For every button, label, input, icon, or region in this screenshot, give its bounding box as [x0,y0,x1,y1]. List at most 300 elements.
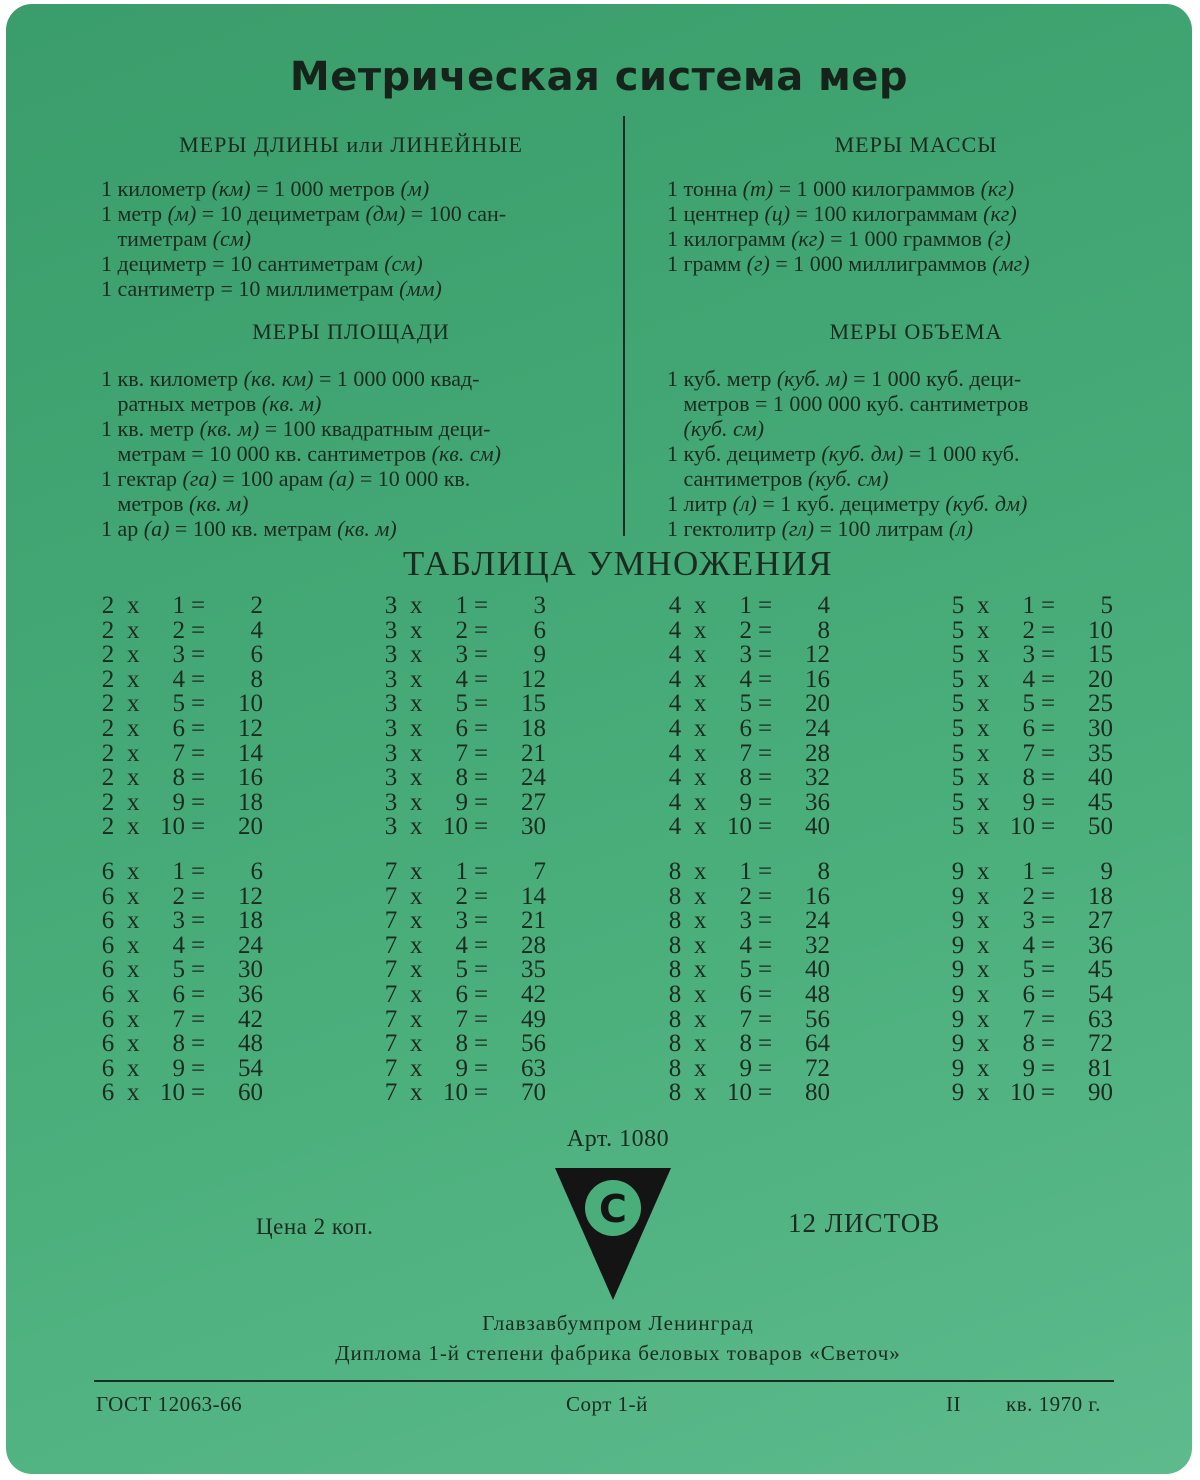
unit-text: 1 килограмм [667,226,792,251]
product: 15 [1088,641,1113,669]
multiplicand: 3 [384,641,398,669]
unit-abbreviation: (куб. см) [807,466,889,491]
multiplier: 1 [1022,592,1035,619]
multiplicand: 4 [668,739,682,767]
unit-text: 1 грамм [667,251,747,276]
unit-text: сантиметров [667,466,808,491]
times-sign: x [977,931,990,959]
unit-text: 1 сантиметр = 10 миллиметрам [101,276,400,301]
unit-line [667,366,1029,391]
unit-abbreviation: (куб. дм) [945,491,1028,516]
product: 64 [805,1030,830,1058]
equals-sign: = [191,882,206,910]
product: 30 [1088,714,1113,742]
unit-abbreviation: (см) [384,251,423,276]
multiplier: 9 [455,1054,468,1082]
unit-abbreviation: (г) [987,226,1011,251]
times-sign: x [694,641,707,669]
unit-text: 1 километр [101,176,212,201]
equals-sign: = [1041,931,1056,959]
product: 60 [238,1079,263,1107]
multiplicand: 5 [951,813,965,841]
times-sign: x [977,907,990,935]
multiplicand: 6 [101,882,115,910]
times-sign: x [977,1054,990,1082]
unit-text: 1 дециметр = 10 сантиметрам [101,251,385,276]
times-sign: x [410,764,423,792]
product: 16 [805,665,830,693]
product: 21 [521,907,546,935]
multiplicand: 2 [101,592,115,619]
equals-sign: = [1041,980,1056,1008]
unit-text: ратных метров [101,391,262,416]
multiplicand: 4 [668,641,682,669]
unit-abbreviation: (м) [400,176,430,201]
times-sign: x [977,1005,990,1033]
product: 27 [521,788,546,816]
unit-abbreviation: (кг) [980,176,1015,201]
multiplier: 5 [172,956,185,984]
unit-line [667,416,1029,441]
unit-abbreviation: (гл) [781,516,815,541]
product: 36 [1088,931,1113,959]
multiplicand: 7 [384,1054,398,1082]
product: 8 [250,665,263,693]
multiplier: 4 [172,665,185,693]
equals-sign: = [191,714,206,742]
product: 20 [1088,665,1113,693]
product: 24 [238,931,263,959]
multiplicand: 7 [384,907,398,935]
times-sign: x [977,690,990,718]
product: 81 [1088,1054,1113,1082]
multiplier: 3 [739,641,752,669]
equals-sign: = [1041,788,1056,816]
multiplicand: 2 [101,739,115,767]
multiplier: 4 [455,665,468,693]
times-sign: x [977,739,990,767]
unit-line [101,466,501,491]
equals-sign: = [1041,1005,1056,1033]
multiplicand: 6 [101,858,115,885]
equals-sign: = [191,1005,206,1033]
unit-text: 1 кв. метр [101,416,200,441]
multiplicand: 7 [384,858,398,885]
times-sign: x [694,980,707,1008]
times-sign: x [410,1030,423,1058]
unit-text: = 1 куб. дециметру [756,491,946,516]
multiplicand: 5 [951,690,965,718]
times-sign: x [977,665,990,693]
unit-text: 1 гектолитр [667,516,782,541]
times-sign: x [410,616,423,644]
multiplier: 3 [455,907,468,935]
quality-mark-icon [551,1164,675,1304]
unit-line [667,466,1029,491]
product: 40 [805,956,830,984]
product: 48 [805,980,830,1008]
times-sign: x [694,616,707,644]
unit-abbreviation: (г) [746,251,770,276]
equals-sign: = [758,813,773,841]
multiplier: 10 [727,1079,752,1107]
unit-abbreviation: (л) [948,516,974,541]
times-sign: x [127,1005,140,1033]
product: 24 [805,907,830,935]
unit-text: = 1 000 метров [250,176,401,201]
times-sign: x [410,858,423,885]
product: 90 [1088,1079,1113,1107]
multiplicand: 8 [668,956,682,984]
multiplicand: 4 [668,616,682,644]
times-sign: x [127,665,140,693]
equals-sign: = [474,858,489,885]
length-heading: МЕРЫ ДЛИНЫ или ЛИНЕЙНЫЕ [179,132,523,157]
multiplier: 1 [455,858,468,885]
multiplier: 8 [739,764,752,792]
multiplier: 4 [172,931,185,959]
equals-sign: = [1041,764,1056,792]
multiplier: 4 [1022,931,1035,959]
unit-abbreviation: (мг) [992,251,1030,276]
product: 7 [533,858,546,885]
product: 12 [238,714,263,742]
equals-sign: = [758,592,773,619]
unit-line [101,491,501,516]
multiplier: 9 [1022,1054,1035,1082]
multiplier: 10 [160,1079,185,1107]
multiplicand: 6 [101,980,115,1008]
multiplicand: 4 [668,813,682,841]
multiplier: 9 [172,1054,185,1082]
times-sign: x [127,907,140,935]
times-sign: x [977,1079,990,1107]
unit-text: метров = 1 000 000 куб. сантиметров [667,391,1029,416]
product: 32 [805,764,830,792]
times-sign: x [694,1079,707,1107]
equals-sign: = [1041,714,1056,742]
unit-line [101,251,506,276]
product: 45 [1088,788,1113,816]
multiplicand: 8 [668,1054,682,1082]
equals-sign: = [474,739,489,767]
grade-label: Сорт 1-й [566,1392,648,1416]
times-sign: x [410,714,423,742]
multiplier: 6 [1022,714,1035,742]
unit-line [667,251,1030,276]
length-list [101,176,506,301]
multiplier: 5 [739,956,752,984]
multiplier: 6 [455,980,468,1008]
product: 4 [250,616,263,644]
product: 14 [521,882,546,910]
multiplier: 2 [172,616,185,644]
equals-sign: = [758,788,773,816]
multiplicand: 5 [951,714,965,742]
multiplier: 6 [172,714,185,742]
multiplicand: 5 [951,739,965,767]
mass-list [667,176,1030,276]
times-sign: x [694,907,707,935]
unit-line [101,201,506,226]
times-sign: x [127,764,140,792]
product: 50 [1088,813,1113,841]
product: 35 [521,956,546,984]
product: 18 [1088,882,1113,910]
equals-sign: = [474,882,489,910]
multiplicand: 3 [384,764,398,792]
multiplier: 6 [739,714,752,742]
multiplier: 1 [739,858,752,885]
unit-text: 1 литр [667,491,733,516]
multiplier: 3 [172,907,185,935]
unit-text: метров [101,491,189,516]
equals-sign: = [474,931,489,959]
product: 49 [521,1005,546,1033]
equals-sign: = [191,641,206,669]
product: 27 [1088,907,1113,935]
multiplicand: 8 [668,1030,682,1058]
unit-line [101,226,506,251]
multiplier: 10 [160,813,185,841]
multiplicand: 6 [101,1079,115,1107]
equals-sign: = [758,616,773,644]
unit-text: = 100 арам [216,466,329,491]
times-sign: x [127,858,140,885]
product: 36 [805,788,830,816]
unit-abbreviation: (дм) [365,201,406,226]
equals-sign: = [474,1079,489,1107]
unit-abbreviation: (га) [182,466,217,491]
equals-sign: = [474,813,489,841]
times-sign: x [694,813,707,841]
multiplicand: 8 [668,882,682,910]
equals-sign: = [474,592,489,619]
equals-sign: = [191,739,206,767]
multiplicand: 2 [101,714,115,742]
equals-sign: = [474,764,489,792]
multiplicand: 4 [668,690,682,718]
multiplier: 8 [1022,764,1035,792]
gost-label: ГОСТ 12063-66 [96,1392,243,1416]
unit-text: 1 кв. километр [101,366,244,391]
equals-sign: = [1041,956,1056,984]
multiplier: 5 [1022,690,1035,718]
multiplier: 7 [172,739,185,767]
equals-sign: = [1041,690,1056,718]
equals-sign: = [758,956,773,984]
times-sign: x [694,1005,707,1033]
multiplier: 5 [455,956,468,984]
multiplicand: 2 [101,764,115,792]
equals-sign: = [1041,739,1056,767]
multiplier: 8 [172,764,185,792]
equals-sign: = [1041,1030,1056,1058]
multiplier: 8 [739,1030,752,1058]
product: 36 [238,980,263,1008]
notebook-cover [6,4,1192,1474]
times-sign: x [694,788,707,816]
product: 9 [533,641,546,669]
times-sign: x [410,788,423,816]
times-sign: x [694,739,707,767]
product: 18 [238,907,263,935]
equals-sign: = [1041,907,1056,935]
unit-text [667,416,684,441]
unit-line [667,201,1030,226]
multiplier: 10 [727,813,752,841]
multiplicand: 4 [668,592,682,619]
unit-abbreviation: (т) [742,176,774,201]
equals-sign: = [758,665,773,693]
times-sign: x [410,907,423,935]
equals-sign: = [474,665,489,693]
multiplier: 10 [443,1079,468,1107]
multiplicand: 5 [951,592,965,619]
equals-sign: = [474,641,489,669]
product: 18 [521,714,546,742]
unit-text: = 100 квадратным деци- [259,416,491,441]
sheet-count: 12 ЛИСТОВ [788,1208,941,1238]
multiplicand: 3 [384,788,398,816]
multiplier: 9 [172,788,185,816]
unit-line [101,441,501,466]
multiplicand: 4 [668,665,682,693]
times-sign: x [127,616,140,644]
times-sign: x [410,690,423,718]
times-sign: x [977,980,990,1008]
equals-sign: = [191,1030,206,1058]
equals-sign: = [1041,813,1056,841]
multiplicand: 4 [668,788,682,816]
times-sign: x [410,592,423,619]
equals-sign: = [191,592,206,619]
times-sign: x [694,665,707,693]
unit-text: = 1 000 граммов [824,226,988,251]
product: 30 [521,813,546,841]
product: 72 [805,1054,830,1082]
times-sign: x [127,813,140,841]
times-sign: x [977,1030,990,1058]
times-sign: x [977,641,990,669]
unit-abbreviation: (куб. м) [776,366,848,391]
times-sign: x [127,739,140,767]
multiplicand: 6 [101,907,115,935]
equals-sign: = [474,788,489,816]
multiplier: 9 [1022,788,1035,816]
times-sign: x [410,980,423,1008]
multiplier: 2 [455,616,468,644]
product: 63 [521,1054,546,1082]
multiplicand: 2 [101,813,115,841]
multiplier: 1 [1022,858,1035,885]
multiplicand: 5 [951,764,965,792]
product: 12 [521,665,546,693]
multiplier: 6 [172,980,185,1008]
equals-sign: = [474,1054,489,1082]
unit-text: = 100 килограммам [790,201,984,226]
volume-list [667,366,1029,541]
multiplicand: 3 [384,714,398,742]
equals-sign: = [758,1079,773,1107]
product: 8 [817,616,830,644]
times-sign: x [410,665,423,693]
product: 6 [533,616,546,644]
equals-sign: = [474,690,489,718]
equals-sign: = [758,882,773,910]
times-sign: x [977,592,990,619]
multiplicand: 3 [384,690,398,718]
equals-sign: = [758,858,773,885]
times-sign: x [410,882,423,910]
multiplicand: 6 [101,1005,115,1033]
unit-abbreviation: (кв. км) [243,366,314,391]
equals-sign: = [474,1005,489,1033]
equals-sign: = [1041,592,1056,619]
times-sign: x [694,690,707,718]
multiplicand: 2 [101,641,115,669]
times-sign: x [410,813,423,841]
product: 9 [1100,858,1113,885]
multiplier: 10 [1010,813,1035,841]
date-label: кв. 1970 г. [1006,1392,1101,1416]
unit-text: = 1 000 куб. деци- [847,366,1022,391]
multiplier: 5 [739,690,752,718]
multiplier: 4 [1022,665,1035,693]
multiplicand: 7 [384,882,398,910]
multiplier: 9 [455,788,468,816]
multiplicand: 7 [384,931,398,959]
multiplier: 7 [1022,1005,1035,1033]
multiplier: 9 [739,1054,752,1082]
equals-sign: = [191,813,206,841]
equals-sign: = [191,1079,206,1107]
multiplier: 2 [1022,616,1035,644]
area-list [101,366,501,541]
times-sign: x [127,980,140,1008]
equals-sign: = [1041,641,1056,669]
equals-sign: = [191,764,206,792]
unit-abbreviation: (а) [328,466,355,491]
unit-text: 1 куб. метр [667,366,777,391]
unit-abbreviation: (куб. дм) [821,441,904,466]
equals-sign: = [1041,1054,1056,1082]
area-heading: МЕРЫ ПЛОЩАДИ [252,319,450,344]
product: 32 [805,931,830,959]
unit-abbreviation: (ц) [764,201,791,226]
times-sign: x [127,956,140,984]
unit-abbreviation: (кв. м) [337,516,397,541]
multiplicand: 2 [101,690,115,718]
product: 42 [238,1005,263,1033]
multiplicand: 5 [951,641,965,669]
multiplier: 7 [455,739,468,767]
product: 10 [238,690,263,718]
product: 35 [1088,739,1113,767]
multiplicand: 3 [384,813,398,841]
unit-abbreviation: (мм) [399,276,442,301]
unit-abbreviation: (л) [732,491,757,516]
unit-line [667,226,1030,251]
product: 16 [238,764,263,792]
multiplicand: 3 [384,616,398,644]
multiplicand: 9 [951,907,965,935]
times-sign: x [977,616,990,644]
unit-text: = 100 кв. метрам [169,516,338,541]
equals-sign: = [758,714,773,742]
product: 54 [1088,980,1113,1008]
equals-sign: = [191,616,206,644]
